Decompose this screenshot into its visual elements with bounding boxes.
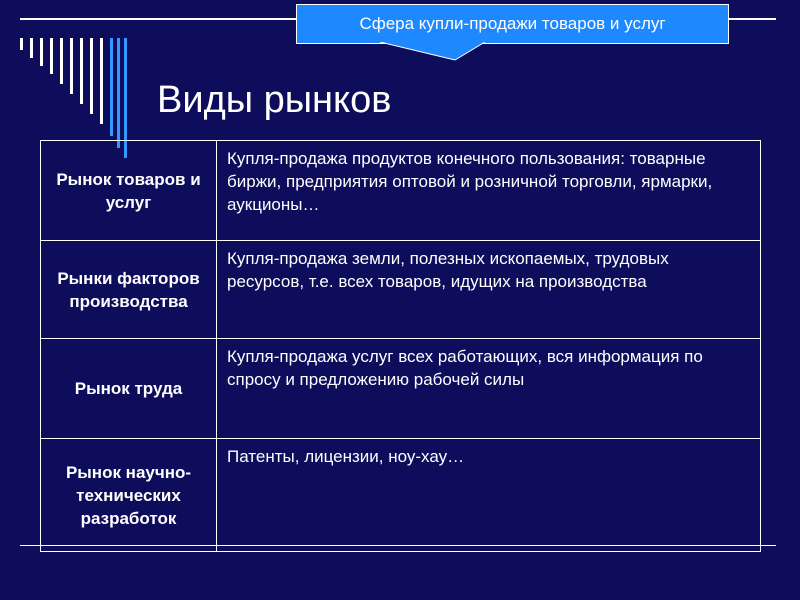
bottom-rule bbox=[20, 545, 776, 546]
market-description-cell: Купля-продажа продуктов конечного пользования: товарные биржи, предприятия оптовой и розничной торговли, ярмарки, аукционы… bbox=[217, 141, 761, 241]
stripe bbox=[90, 38, 93, 114]
market-type-cell bbox=[41, 141, 217, 241]
markets-table bbox=[40, 140, 761, 552]
section-callout bbox=[296, 4, 729, 44]
market-type-cell bbox=[41, 439, 217, 552]
stripe bbox=[110, 38, 113, 136]
stripe bbox=[100, 38, 103, 124]
stripe bbox=[50, 38, 53, 74]
market-type-label: Рынок научно-технических разработок bbox=[65, 462, 192, 528]
stripe bbox=[30, 38, 33, 58]
callout-tail bbox=[380, 42, 490, 62]
callout-text: Сфера купли-продажи товаров и услуг bbox=[359, 14, 666, 33]
market-type-cell bbox=[41, 241, 217, 339]
table-row bbox=[41, 141, 761, 241]
page-title: Виды рынков bbox=[157, 79, 392, 121]
market-description-cell: Патенты, лицензии, ноу-хау… bbox=[217, 439, 761, 552]
market-type-label: Рынок труда bbox=[74, 379, 183, 398]
stripe bbox=[60, 38, 63, 84]
stripe bbox=[117, 38, 120, 148]
table-row bbox=[41, 241, 761, 339]
table-row bbox=[41, 439, 761, 552]
stripe bbox=[80, 38, 83, 104]
stripe bbox=[40, 38, 43, 66]
table-row bbox=[41, 339, 761, 439]
market-description-cell: Купля-продажа земли, полезных ископаемых, трудовых ресурсов, т.е. всех товаров, идущих на производства bbox=[217, 241, 761, 339]
market-type-cell bbox=[41, 339, 217, 439]
market-type-label: Рынки факторов производства bbox=[57, 268, 200, 311]
market-description-cell: Купля-продажа услуг всех работающих, вся информация по спросу и предложению рабочей силы bbox=[217, 339, 761, 439]
stripe bbox=[20, 38, 23, 50]
stripe bbox=[70, 38, 73, 94]
market-type-label: Рынок товаров и услуг bbox=[56, 169, 201, 212]
